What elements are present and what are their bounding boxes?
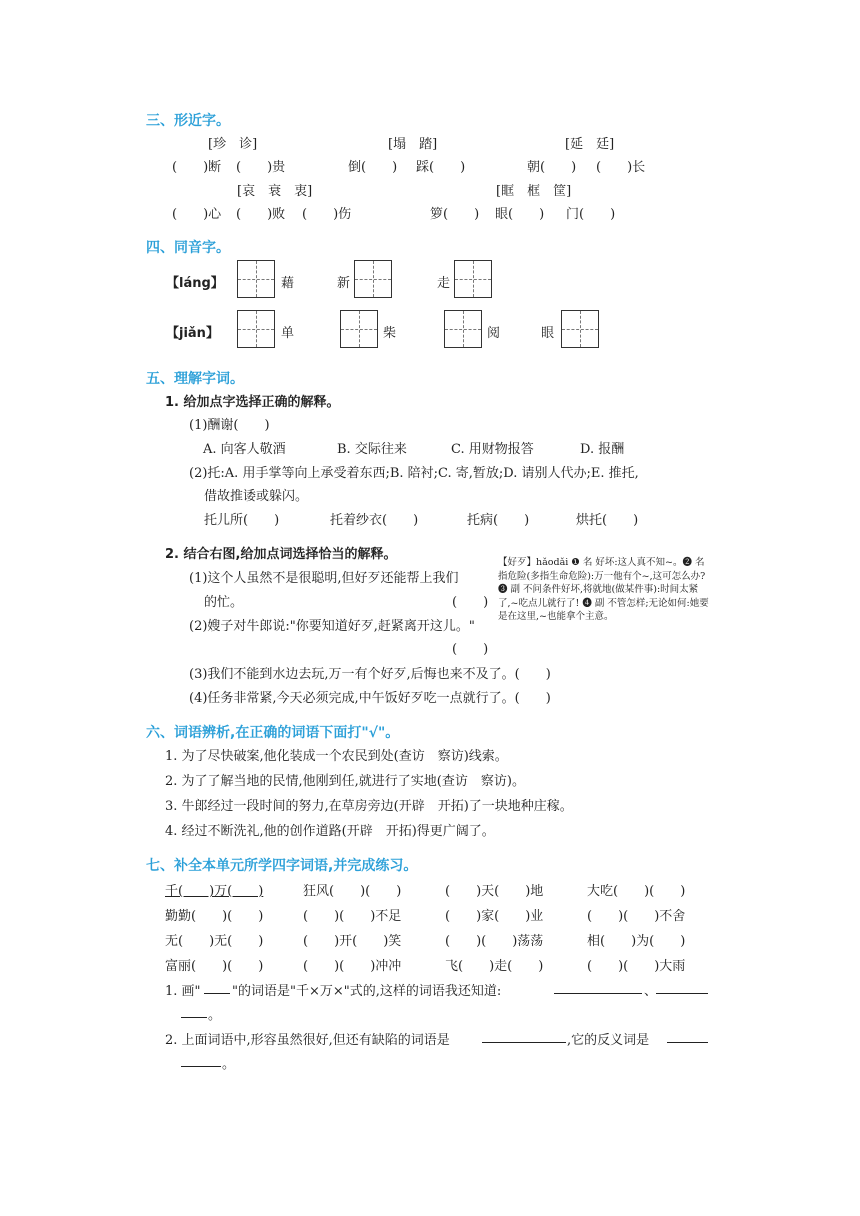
blank-item: 踩( ) [416, 160, 466, 175]
sentence: (2)嫂子对牛郎说:"你要知道好歹,赶紧离开这儿。" [189, 619, 475, 634]
idiom-blank: 富丽( )( ) [165, 959, 264, 974]
section-4-title: 四、同音字。 [146, 240, 230, 256]
option: D. 报酬 [580, 442, 625, 457]
idiom-blank: ( )开( )笑 [303, 934, 402, 949]
sub-item: 托着纱衣( ) [330, 513, 419, 528]
idiom-blank: ( )( )不舍 [587, 909, 686, 924]
word-part: 藉 [281, 276, 295, 291]
char-group-3: [延 廷] [565, 137, 615, 152]
blank-item: ( )长 [596, 160, 646, 175]
idiom-blank: 相( )为( ) [587, 934, 686, 949]
writing-grid[interactable] [237, 310, 275, 348]
char-group-2: [塌 踏] [388, 137, 438, 152]
idiom-blank: 千( )万( ) [165, 884, 264, 899]
idiom-blank: 勤勤( )( ) [165, 909, 264, 924]
sentence: (3)我们不能到水边去玩,万一有个好歹,后悔也来不及了。( ) [189, 667, 551, 682]
writing-grid[interactable] [444, 310, 482, 348]
writing-grid[interactable] [354, 260, 392, 298]
idiom-blank: ( )( )冲冲 [303, 959, 402, 974]
option: C. 用财物报答 [451, 442, 534, 457]
word-part: 阅 [487, 326, 501, 341]
section-3-title: 三、形近字。 [146, 113, 230, 129]
blank-item: 箩( ) [430, 207, 480, 222]
answer-line[interactable] [482, 1042, 566, 1043]
sentence: (1)这个人虽然不是很聪明,但好歹还能帮上我们 [189, 571, 459, 586]
question-7-1-start: 1. 画" [165, 984, 201, 999]
blank-item: 倒( ) [348, 160, 398, 175]
idiom-blank: 大吃( )( ) [587, 884, 686, 899]
answer-line[interactable] [181, 1066, 221, 1067]
char-group-4: [哀 衰 衷] [237, 184, 313, 199]
dictionary-entry: 【好歹】hǎodǎi ❶ 名 好坏:这人真不知~。❷ 名 指危险(多指生命危险):万一他有个~,这可怎么办? ❸ 副 不问条件好坏,将就地(做某件事):时间太紧了,~吃点儿就行了! ❹ 副 不管怎样;无论如何:她要是在这里,~也能拿个主意。 [498, 557, 709, 622]
question-5-1: 1. 给加点字选择正确的解释。 [165, 395, 340, 410]
writing-grid[interactable] [340, 310, 378, 348]
word-part: 眼 [541, 326, 555, 341]
sentence: 的忙。 [204, 595, 244, 610]
option: B. 交际往来 [337, 442, 407, 457]
blank-item: 眼( ) [495, 207, 545, 222]
answer-blank: ( ) [452, 595, 489, 610]
idiom-blank: ( )( )不足 [303, 909, 402, 924]
blank-item: ( )败 [236, 207, 286, 222]
section-7-title: 七、补全本单元所学四字词语,并完成练习。 [146, 858, 418, 874]
sub-item: 托病( ) [467, 513, 530, 528]
separator: 、 [644, 984, 658, 999]
char-group-1: [珍 诊] [208, 137, 258, 152]
writing-grid[interactable] [561, 310, 599, 348]
word-part: 新 [337, 276, 351, 291]
question-5-1-a: (1)酬谢( ) [189, 418, 270, 433]
idiom-blank: 狂风( )( ) [303, 884, 402, 899]
question-5-1-b: (2)托:A. 用手掌等向上承受着东西;B. 陪衬;C. 寄,暂放;D. 请别人代办;E. 推托, [189, 466, 639, 481]
list-item: 3. 牛郎经过一段时间的努力,在草房旁边(开辟 开拓)了一块地种庄稼。 [165, 799, 573, 814]
question-5-2: 2. 结合右图,给加点词选择恰当的解释。 [165, 547, 397, 562]
writing-grid[interactable] [454, 260, 492, 298]
blank-item: ( )心 [172, 207, 222, 222]
answer-line[interactable] [554, 993, 642, 994]
idiom-blank: 无( )无( ) [165, 934, 264, 949]
sentence: (4)任务非常紧,今天必须完成,中午饭好歹吃一点就行了。( ) [189, 691, 551, 706]
option: A. 向客人敬酒 [203, 442, 286, 457]
pinyin-jian: 【jiǎn】 [166, 326, 219, 341]
idiom-blank: ( )( )大雨 [587, 959, 686, 974]
idiom-blank: ( )( )荡荡 [445, 934, 544, 949]
section-5-title: 五、理解字词。 [146, 371, 244, 387]
blank-item: 门( ) [566, 207, 616, 222]
question-5-1-b-cont: 借故推诿或躲闪。 [204, 489, 309, 504]
answer-blank: ( ) [452, 642, 489, 657]
period: 。 [222, 1057, 236, 1072]
idiom-blank: 飞( )走( ) [445, 959, 544, 974]
word-part: 走 [437, 276, 451, 291]
period: 。 [208, 1008, 222, 1023]
blank-item: ( )断 [172, 160, 222, 175]
answer-line[interactable] [656, 993, 708, 994]
list-item: 4. 经过不断洗礼,他的创作道路(开辟 开拓)得更广阔了。 [165, 824, 495, 839]
sub-item: 烘托( ) [576, 513, 639, 528]
blank-item: ( )贵 [236, 160, 286, 175]
answer-line[interactable] [181, 1017, 207, 1018]
answer-line[interactable] [667, 1042, 708, 1043]
list-item: 2. 为了了解当地的民情,他刚到任,就进行了实地(查访 察访)。 [165, 774, 525, 789]
section-6-title: 六、词语辨析,在正确的词语下面打"√"。 [146, 725, 400, 741]
word-part: 柴 [383, 326, 397, 341]
question-7-1-text: "的词语是"千×万×"式的,这样的词语我还知道: [232, 984, 502, 999]
pinyin-lang: 【láng】 [166, 276, 224, 291]
idiom-blank: ( )天( )地 [445, 884, 544, 899]
writing-grid[interactable] [237, 260, 275, 298]
blank-item: 朝( ) [527, 160, 577, 175]
blank-item: ( )伤 [302, 207, 352, 222]
idiom-blank: ( )家( )业 [445, 909, 544, 924]
sample-underline [204, 993, 230, 994]
char-group-5: [眶 框 筐] [496, 184, 572, 199]
question-7-2-start: 2. 上面词语中,形容虽然很好,但还有缺陷的词语是 [165, 1033, 450, 1048]
sub-item: 托儿所( ) [204, 513, 280, 528]
question-7-2-text: ,它的反义词是 [567, 1033, 650, 1048]
list-item: 1. 为了尽快破案,他化装成一个农民到处(查访 察访)线索。 [165, 749, 508, 764]
word-part: 单 [281, 326, 295, 341]
